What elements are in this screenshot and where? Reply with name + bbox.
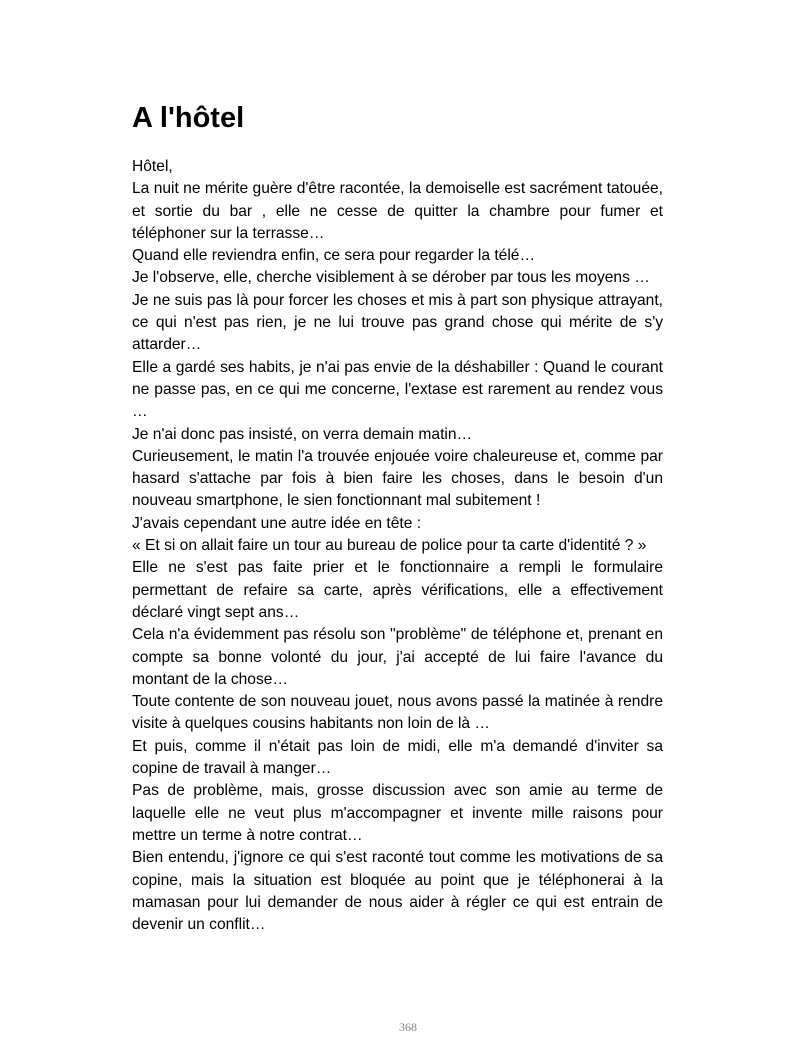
page-number: 368 <box>399 1020 417 1034</box>
paragraph: Cela n'a évidemment pas résolu son "problème" de téléphone et, prenant en compte sa bonne volonté du jour, j'ai accepté de lui faire l'avance du montant de la chose… <box>132 626 663 688</box>
body-text <box>132 156 663 936</box>
paragraph: Je n'ai donc pas insisté, on verra demain matin… <box>132 425 473 443</box>
paragraph: Je l'observe, elle, cherche visiblement à se dérober par tous les moyens … <box>132 269 650 287</box>
paragraph: Et puis, comme il n'était pas loin de midi, elle m'a demandé d'inviter sa copine de travail à manger… <box>132 737 663 778</box>
paragraph: Elle a gardé ses habits, je n'ai pas envie de la déshabiller : Quand le courant ne passe pas, en ce qui me concerne, l'extase est rarement au rendez vous … <box>132 358 663 421</box>
paragraph: J'avais cependant une autre idée en tête : <box>132 514 422 532</box>
paragraph: Bien entendu, j'ignore ce qui s'est raconté tout comme les motivations de sa copine, mais la situation est bloquée au point que je téléphonerai à la mamasan pour lui demander de nous aider à régler ce qui est entrain de devenir un conflit… <box>132 849 663 934</box>
page-title: A l'hôtel <box>132 102 245 134</box>
paragraph: La nuit ne mérite guère d'être racontée, la demoiselle est sacrément tatouée, et sortie du bar , elle ne cesse de quitter la chambre pour fumer et téléphoner sur la terrasse… <box>132 180 663 242</box>
paragraph: Elle ne s'est pas faite prier et le fonctionnaire a rempli le formulaire permettant de refaire sa carte, après vérifications, elle a effectivement déclaré vingt sept ans… <box>132 559 663 621</box>
paragraph: Toute contente de son nouveau jouet, nous avons passé la matinée à rendre visite à quelques cousins habitants non loin de là … <box>132 693 663 733</box>
paragraph: Je ne suis pas là pour forcer les choses et mis à part son physique attrayant, ce qui n'est pas rien, je ne lui trouve pas grand chose qui mérite de s'y attarder… <box>132 291 663 354</box>
paragraph: Curieusement, le matin l'a trouvée enjouée voire chaleureuse et, comme par hasard s'attache par fois à bien faire les choses, dans le besoin d'un nouveau smartphone, le sien fonctionnant mal subitement ! <box>132 447 663 510</box>
paragraph: Hôtel, <box>132 158 173 175</box>
paragraph: Pas de problème, mais, grosse discussion avec son amie au terme de laquelle elle ne veut plus m'accompagner et invente mille raisons pour mettre un terme à notre contrat… <box>132 782 663 844</box>
paragraph: « Et si on allait faire un tour au bureau de police pour ta carte d'identité ? » <box>132 537 647 555</box>
paragraph: Quand elle reviendra enfin, ce sera pour regarder la télé… <box>132 247 536 265</box>
